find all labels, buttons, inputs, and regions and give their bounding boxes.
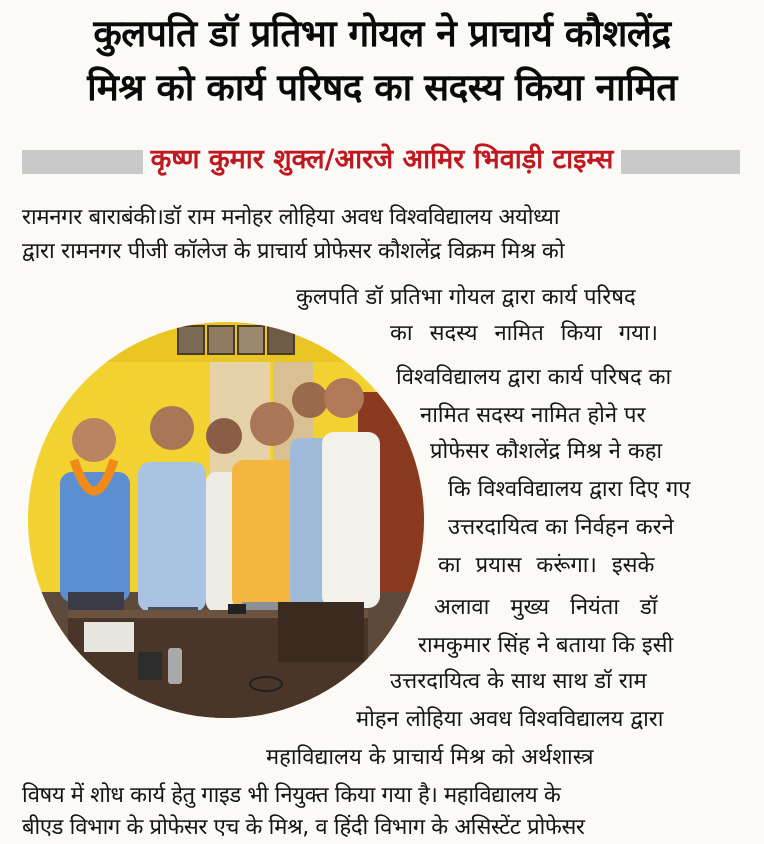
- wall-frame-icon: [238, 326, 264, 354]
- body-line: अलावा मुख्य नियंता डॉ: [434, 595, 658, 620]
- body-line: महाविद्यालय के प्राचार्य मिश्र को अर्थशास्त्र: [266, 745, 594, 770]
- person-light-shirt: [138, 462, 206, 612]
- body-line: का प्रयास करूंगा। इसके: [438, 553, 655, 578]
- headline-line-1: कुलपति डॉ प्रतिभा गोयल ने प्राचार्य कौशलेंद्र: [93, 12, 671, 55]
- body-line: उत्तरदायित्व के साथ साथ डॉ राम: [390, 669, 647, 694]
- wall-frame-icon: [178, 326, 204, 354]
- wall-frame-icon: [268, 326, 294, 354]
- wall-frame-icon: [208, 326, 234, 354]
- byline-text: कृष्ण कुमार शुक्ल/आरजे आमिर भिवाड़ी टाइम्स: [143, 144, 622, 175]
- body-line: प्रोफेसर कौशलेंद्र मिश्र ने कहा: [430, 439, 663, 464]
- glass-icon: [168, 648, 182, 684]
- byline: [0, 138, 764, 182]
- chair: [278, 602, 364, 662]
- papers: [84, 622, 134, 652]
- body-line: उत्तरदायित्व का निर्वहन करने: [448, 515, 674, 540]
- group-photo: [28, 322, 424, 718]
- headline-line-2: मिश्र को कार्य परिषद का सदस्य किया नामित: [87, 66, 677, 109]
- body-line: विश्वविद्यालय द्वारा कार्य परिषद का: [396, 365, 672, 390]
- body-line: विषय में शोध कार्य हेतु गाइड भी नियुक्त किया गया है। महाविद्यालय के: [22, 783, 561, 808]
- body-line: बीएड विभाग के प्रोफेसर एच के मिश्र, व हिंदी विभाग के असिस्टेंट प्रोफेसर: [22, 815, 585, 840]
- body-line: मोहन लोहिया अवध विश्वविद्यालय द्वारा: [356, 707, 664, 732]
- body-line: कि विश्वविद्यालय द्वारा दिए गए: [448, 477, 691, 502]
- body-line: द्वारा रामनगर पीजी कॉलेज के प्राचार्य प्रोफेसर कौशलेंद्र विक्रम मिश्र को: [22, 239, 565, 264]
- group-photo-illustration: [28, 322, 424, 718]
- body-line: रामकुमार सिंह ने बताया कि इसी: [418, 633, 674, 658]
- body-line: रामनगर बाराबंकी।डॉ राम मनोहर लोहिया अवध विश्वविद्यालय अयोध्या: [22, 205, 560, 230]
- body-line: कुलपति डॉ प्रतिभा गोयल द्वारा कार्य परिषद: [296, 285, 636, 310]
- body-line: का सदस्य नामित किया गया।: [390, 321, 658, 346]
- body-line: नामित सदस्य नामित होने पर: [420, 403, 646, 428]
